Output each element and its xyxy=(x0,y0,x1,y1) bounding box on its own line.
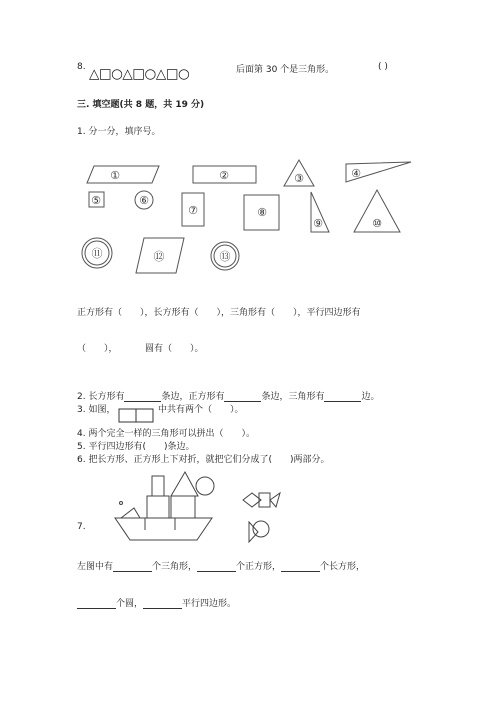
q7-blank-4[interactable] xyxy=(77,599,116,609)
q8-answer-paren[interactable]: ( ) xyxy=(378,62,388,72)
q7-line2-a: 个圆， xyxy=(116,599,144,609)
q2-blank-2[interactable] xyxy=(224,392,261,402)
shape-label-2: ② xyxy=(219,169,229,182)
section-title: 三. 填空题(共 8 题，共 19 分) xyxy=(77,100,205,110)
q7-line2-b: 平行四边形。 xyxy=(182,599,237,609)
q8-text: 后面第 30 个是三角形。 xyxy=(236,65,335,75)
q7-line1-d: 个长方形， xyxy=(320,562,366,572)
q3-figure-left-rect xyxy=(119,409,136,422)
shape-label-9: ⑨ xyxy=(313,217,323,230)
q1-answer-line1: 正方形有（ ），长方形有（ ），三角形有（ ），平行四边形有 xyxy=(77,308,361,318)
q1-answer-line2-b: 圆有（ ）。 xyxy=(145,344,204,354)
q7-line1-c: 个正方形， xyxy=(236,562,282,572)
shape-label-12: ⑫ xyxy=(153,250,165,263)
q8-shape-pattern: △□○△□○△□○ xyxy=(89,66,190,82)
q2-part-b: 条边，正方形有 xyxy=(161,392,225,402)
boat-hull xyxy=(115,518,212,540)
q2-part-d: 边。 xyxy=(361,392,380,402)
q2-blank-3[interactable] xyxy=(324,392,361,402)
q2-blank-1[interactable] xyxy=(124,392,161,402)
q5-text: 5. 平行四边形有( )条边。 xyxy=(77,442,195,452)
q7-line2 xyxy=(77,596,236,609)
q2-part-a: 2. 长方形有 xyxy=(77,392,125,402)
shape-label-13: ⑬ xyxy=(219,250,231,263)
shape-1-parallelogram xyxy=(87,166,159,183)
q7-blank-1[interactable] xyxy=(113,562,152,572)
shape-label-7: ⑦ xyxy=(188,204,198,217)
shape-label-6: ⑥ xyxy=(139,194,149,207)
q7-line1-b: 个三角形， xyxy=(152,562,198,572)
q1-title: 1. 分一分，填序号。 xyxy=(77,127,161,137)
shape-label-10: ⑩ xyxy=(372,217,382,230)
shape-label-3: ③ xyxy=(294,172,304,185)
q7-line1 xyxy=(77,559,365,572)
q7-blank-2[interactable] xyxy=(197,562,236,572)
q2-part-c: 条边，三角形有 xyxy=(261,392,325,402)
q7-blank-5[interactable] xyxy=(143,599,182,609)
shape-label-1: ① xyxy=(110,169,120,182)
q4-text: 4. 两个完全一样的三角形可以拼出（ ）。 xyxy=(77,429,255,439)
shape-label-8: ⑧ xyxy=(257,206,267,219)
q7-blank-3[interactable] xyxy=(281,562,320,572)
q7-line1-a: 左图中有 xyxy=(77,562,114,572)
q1-answer-line2-a: （ ）， xyxy=(77,344,118,354)
q7-number: 7. xyxy=(77,522,86,532)
q7-boat-figure xyxy=(115,472,280,542)
shape-label-11: ⑪ xyxy=(91,247,103,260)
q3-part-a: 3. 如图， xyxy=(77,405,116,415)
q3-figure-right-rect xyxy=(136,409,153,422)
shape-label-5: ⑤ xyxy=(91,194,101,207)
q8-number: 8. xyxy=(77,62,86,72)
shape-label-4: ④ xyxy=(351,167,361,180)
q2-line xyxy=(77,389,380,402)
q3-part-b: 中共有两个（ ）。 xyxy=(158,405,244,415)
q6-text: 6. 把长方形、正方形上下对折，就把它们分成了( )两部分。 xyxy=(77,455,330,465)
